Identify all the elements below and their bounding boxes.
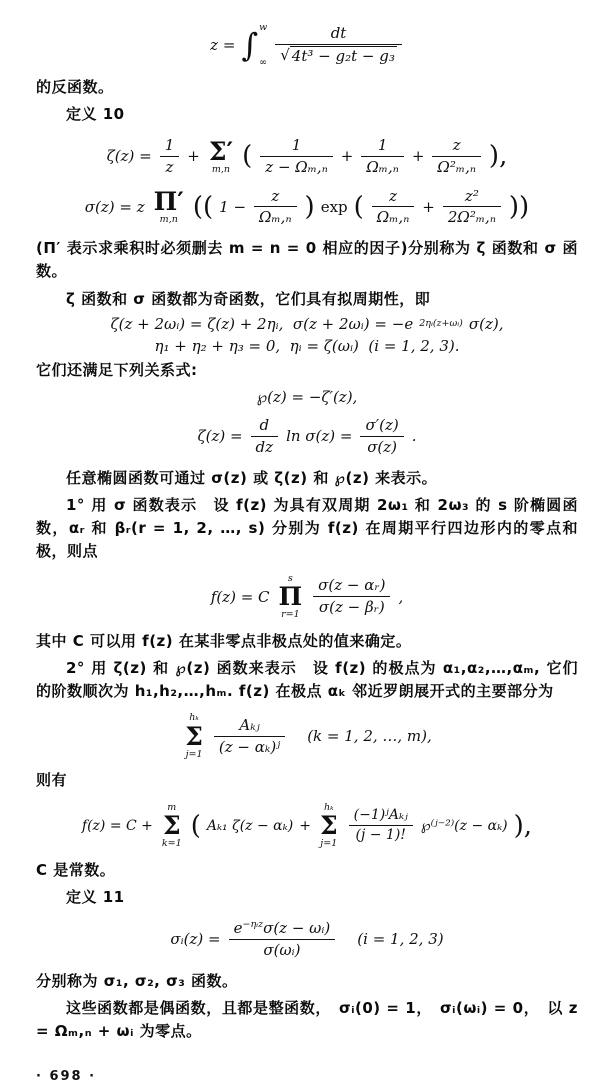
radicand: 4t³ − g₂t − g₃ xyxy=(291,46,395,65)
product-lower-limit: m,n xyxy=(159,214,178,225)
fraction xyxy=(275,24,402,66)
sqrt-glyph: √ xyxy=(280,45,290,64)
formula-lhs: σᵢ(z) = xyxy=(170,930,221,949)
fraction-denominator: σ(z − βᵣ) xyxy=(318,598,385,616)
fraction xyxy=(313,576,390,617)
formula-quasi-periodicity: ζ(z + 2ωᵢ) = ζ(z) + 2ηᵢ, σ(z + 2ωᵢ) = −e 2ηᵢ(z+ωᵢ) σ(z), xyxy=(110,314,504,333)
product-operator xyxy=(154,189,184,225)
fraction-numerator: d xyxy=(251,416,279,437)
fraction-numerator xyxy=(229,919,336,940)
formula-lhs: ζ(z) = xyxy=(197,427,243,446)
integral-upper-limit: w xyxy=(259,21,268,33)
definition-11-heading: 定义 11 xyxy=(66,887,125,906)
definition-10-heading: 定义 10 xyxy=(66,104,125,123)
right-paren: )) xyxy=(508,191,530,222)
fraction-denominator: σ(z) xyxy=(367,437,398,456)
fraction xyxy=(160,136,180,177)
formula-text: ζ(z + 2ωᵢ) = ζ(z) + 2ηᵢ, σ(z + 2ωᵢ) = −e xyxy=(110,314,414,333)
left-paren: (( xyxy=(192,191,214,222)
integral-glyph: ∫ xyxy=(241,25,259,64)
fraction xyxy=(214,716,285,757)
integral-limits xyxy=(259,21,268,68)
fraction-denominator: (j − 1)! xyxy=(355,827,406,843)
paragraph-inverse-note: 的反函数。 xyxy=(36,77,114,96)
formula-middle: ln σ(z) = xyxy=(286,427,353,446)
exp-label: exp xyxy=(320,197,348,216)
fraction xyxy=(251,416,279,457)
formula-lhs: f(z) = C xyxy=(210,587,270,606)
fraction xyxy=(349,807,413,845)
integral-lower-limit: ∞ xyxy=(259,56,267,68)
index-range: (i = 1, 2, 3) xyxy=(357,930,444,949)
plus-sign: + xyxy=(187,147,200,166)
formula-lhs: f(z) = C + xyxy=(81,817,153,834)
formula-zeta-log-derivative xyxy=(36,416,578,457)
paragraph-any-elliptic: 任意椭圆函数可通过 σ(z) 或 ζ(z) 和 ℘(z) 来表示。 xyxy=(66,468,438,487)
fraction-denominator: Ω²ₘ,ₙ xyxy=(437,157,476,176)
fraction-numerator: z² xyxy=(443,187,501,208)
sum-operator xyxy=(185,713,203,759)
fraction xyxy=(229,919,336,960)
product-operator xyxy=(279,574,303,620)
fraction-numerator: σ(z − αᵣ) xyxy=(313,576,390,597)
paragraph-zeta-representation: 2° 用 ζ(z) 和 ℘(z) 函数来表示 设 f(z) 的极点为 α₁,α₂,…,αₘ, 它们的阶数顺次为 h₁,h₂,…,hₘ. f(z) 在极点 αₖ 邻近罗朗展开式的主要部分为 xyxy=(36,658,578,700)
fraction-denominator: σ(ωᵢ) xyxy=(263,940,301,959)
left-paren: ( xyxy=(353,191,364,222)
paragraph-sigma-representation: 1° 用 σ 函数表示 设 f(z) 为具有双周期 2ω₁ 和 2ω₃ 的 s 阶椭圆函数，αᵣ 和 βᵣ(r = 1, 2, …, s) 分别为 f(z) 在周期平行四边形内的零点和极，则点 xyxy=(36,495,578,561)
paragraph-then-have: 则有 xyxy=(36,771,68,790)
paragraph-c-constant: C 是常数。 xyxy=(36,860,116,879)
right-paren: ), xyxy=(488,141,508,172)
right-paren: ), xyxy=(513,810,533,841)
fraction xyxy=(254,187,296,228)
paragraph-relations: 它们还满足下列关系式: xyxy=(36,360,198,379)
fraction-numerator: 1 xyxy=(260,136,333,157)
e-base: e xyxy=(233,919,243,937)
plus-sign: + xyxy=(411,147,425,166)
period: . xyxy=(411,427,417,446)
sum-upper-limit: m xyxy=(167,801,177,813)
fraction xyxy=(372,187,414,228)
sigma-shifted: σ(z − ωᵢ) xyxy=(263,919,331,937)
sum-operator xyxy=(320,803,338,849)
formula-lhs: σ(z) = z xyxy=(84,197,145,216)
formula-laurent-principal xyxy=(36,713,578,759)
weierstrass-p-derivative: ℘⁽ʲ⁻²⁾(z − αₖ) xyxy=(420,817,508,834)
page-number: · 698 · xyxy=(36,1069,97,1084)
fraction-denominator: Ωₘ,ₙ xyxy=(259,208,292,227)
formula-text: σ(z), xyxy=(468,314,504,333)
term-a-zeta: Aₖ₁ ζ(z − αₖ) xyxy=(206,817,294,834)
fraction-numerator: σ′(z) xyxy=(360,416,403,437)
sum-lower-limit: j=1 xyxy=(185,748,203,760)
fraction-numerator: Aₖⱼ xyxy=(214,716,285,737)
fraction-numerator: z xyxy=(372,187,414,208)
formula-p-relation xyxy=(36,388,578,406)
fraction-numerator: (−1)ʲAₖⱼ xyxy=(349,807,413,827)
sigma-glyph: Σ xyxy=(185,721,203,751)
formula-lhs: ζ(z) = xyxy=(106,147,152,166)
formula-text: η₁ + η₂ + η₃ = 0, ηᵢ = ζ(ωᵢ) (i = 1, 2, 3). xyxy=(154,336,460,355)
fraction-numerator: z xyxy=(254,187,296,208)
formula-text: ℘(z) = −ζ′(z), xyxy=(256,388,358,406)
fraction xyxy=(360,416,403,457)
right-paren: ) xyxy=(304,191,315,222)
plus-sign: + xyxy=(299,817,311,834)
sum-upper-limit: hₖ xyxy=(189,712,199,724)
sigma-glyph: Σ xyxy=(319,811,338,840)
sigma-glyph: Σ′ xyxy=(208,136,234,166)
sum-lower-limit: k=1 xyxy=(161,838,182,849)
sum-upper-limit: hₖ xyxy=(323,801,334,813)
fraction-denominator: dz xyxy=(255,437,274,456)
paragraph-called-sigma: 分别称为 σ₁, σ₂, σ₃ 函数。 xyxy=(36,971,238,990)
fraction-denominator: (z − αₖ)ʲ xyxy=(218,737,281,756)
formula-lhs: z = xyxy=(210,35,236,54)
plus-sign: + xyxy=(340,147,354,166)
paragraph-product-note: (Π′ 表示求乘积时必须删去 m = n = 0 相应的因子)分别称为 ζ 函数和 σ 函数。 xyxy=(36,239,578,281)
fraction xyxy=(260,136,333,177)
fraction xyxy=(361,136,403,177)
fraction-numerator: 1 xyxy=(361,136,403,157)
fraction-denominator: z xyxy=(165,157,174,176)
fraction xyxy=(432,136,481,177)
formula-inverse-integral xyxy=(36,21,578,68)
fraction-denominator: Ωₘ,ₙ xyxy=(366,157,399,176)
fraction-denominator: z − Ωₘ,ₙ xyxy=(265,157,328,176)
pi-glyph: Π′ xyxy=(153,187,184,216)
fraction xyxy=(443,187,501,228)
one-minus: 1 − xyxy=(219,197,247,216)
paragraph-c-determine: 其中 C 可以用 f(z) 在某非零点非极点处的值来确定。 xyxy=(36,631,412,650)
product-lower-limit: r=1 xyxy=(281,609,300,620)
index-range: (k = 1, 2, …, m), xyxy=(307,727,432,746)
formula-zeta-definition xyxy=(36,136,578,177)
left-paren: ( xyxy=(242,141,253,172)
left-paren: ( xyxy=(190,810,201,841)
paragraph-even-functions: 这些函数都是偶函数，且都是整函数， σᵢ(0) = 1， σᵢ(ωᵢ) = 0， 以 z = Ωₘ,ₙ + ωᵢ 为零点。 xyxy=(36,998,578,1040)
formula-eta-relation xyxy=(36,337,578,355)
sum-lower-limit: j=1 xyxy=(320,838,338,849)
paragraph-odd-functions: ζ 函数和 σ 函数都为奇函数，它们具有拟周期性，即 xyxy=(66,289,431,308)
product-upper-limit: s xyxy=(287,572,293,584)
pi-glyph: Π xyxy=(278,582,303,611)
formula-f-expansion xyxy=(36,803,578,849)
fraction-numerator: z xyxy=(432,136,481,157)
sum-lower-limit: m,n xyxy=(211,163,231,175)
formula-sigma-definition xyxy=(36,187,578,228)
formula-sigma-i-definition xyxy=(36,919,578,960)
fraction-numerator: 1 xyxy=(160,136,180,157)
fraction-numerator: dt xyxy=(275,24,402,45)
sum-operator xyxy=(208,136,234,175)
fraction-denominator xyxy=(275,45,402,66)
sum-operator xyxy=(162,803,182,849)
fraction-denominator: 2Ω²ₘ,ₙ xyxy=(447,208,496,227)
sigma-glyph: Σ xyxy=(162,811,181,840)
fraction-denominator: Ωₘ,ₙ xyxy=(376,208,410,227)
comma: , xyxy=(398,587,404,606)
exponent: −ηᵢz xyxy=(242,919,264,930)
plus-sign: + xyxy=(422,197,435,216)
formula-f-product xyxy=(36,574,578,620)
integral-sign xyxy=(241,21,268,68)
